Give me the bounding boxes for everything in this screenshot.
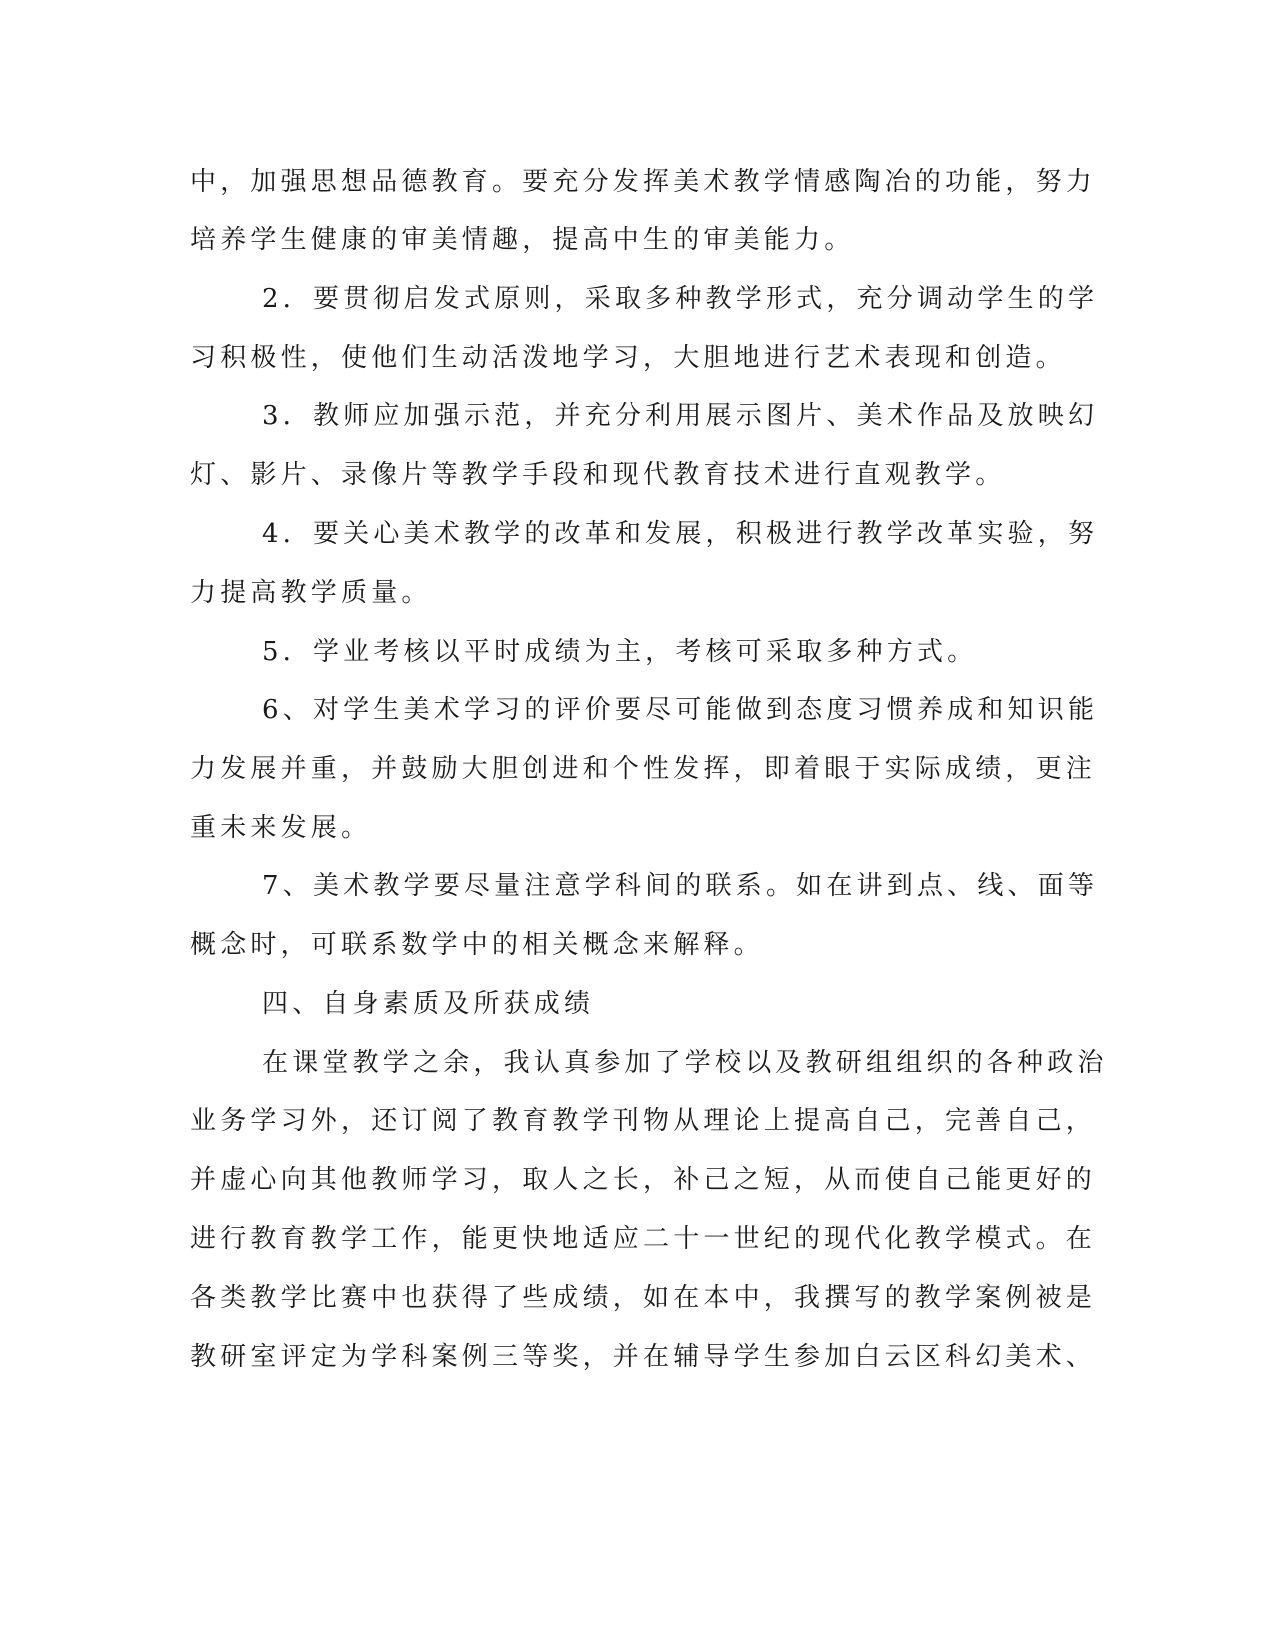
text-line: 6、对学生美术学习的评价要尽可能做到态度习惯养成和知识能 bbox=[262, 695, 1099, 725]
text-line: 7、美术教学要尽量注意学科间的联系。如在讲到点、线、面等 bbox=[262, 871, 1099, 901]
text-line: 进行教育教学工作，能更快地适应二十一世纪的现代化教学模式。在 bbox=[190, 1224, 1097, 1254]
text-line: 在课堂教学之余，我认真参加了学校以及教研组组织的各种政治 bbox=[262, 1048, 1108, 1078]
text-line: 中，加强思想品德教育。要充分发挥美术教学情感陶冶的功能，努力 bbox=[190, 167, 1097, 197]
text-line: 4．要关心美术教学的改革和发展，积极进行教学改革实验，努 bbox=[262, 519, 1099, 549]
text-line: 重未来发展。 bbox=[190, 813, 372, 843]
text-line: 并虚心向其他教师学习，取人之长，补己之短，从而使自己能更好的 bbox=[190, 1165, 1097, 1195]
section-heading: 四、自身素质及所获成绩 bbox=[262, 989, 595, 1019]
text-line: 2．要贯彻启发式原则，采取多种教学形式，充分调动学生的学 bbox=[262, 284, 1099, 314]
text-line: 培养学生健康的审美情趣，提高中生的审美能力。 bbox=[190, 225, 855, 255]
text-line: 力提高教学质量。 bbox=[190, 578, 432, 608]
text-line: 业务学习外，还订阅了教育教学刊物从理论上提高自己，完善自己， bbox=[190, 1106, 1097, 1136]
text-line: 力发展并重，并鼓励大胆创进和个性发挥，即着眼于实际成绩，更注 bbox=[190, 754, 1097, 784]
text-line: 3．教师应加强示范，并充分利用展示图片、美术作品及放映幻 bbox=[262, 401, 1099, 431]
text-line: 灯、影片、录像片等教学手段和现代教育技术进行直观教学。 bbox=[190, 460, 1006, 490]
text-line: 教研室评定为学科案例三等奖，并在辅导学生参加白云区科幻美术、 bbox=[190, 1342, 1097, 1372]
text-line: 5．学业考核以平时成绩为主，考核可采取多种方式。 bbox=[262, 637, 978, 667]
text-line: 概念时，可联系数学中的相关概念来解释。 bbox=[190, 930, 764, 960]
text-line: 各类教学比赛中也获得了些成绩，如在本中，我撰写的教学案例被是 bbox=[190, 1283, 1097, 1313]
text-line: 习积极性，使他们生动活泼地学习，大胆地进行艺术表现和创造。 bbox=[190, 343, 1066, 373]
